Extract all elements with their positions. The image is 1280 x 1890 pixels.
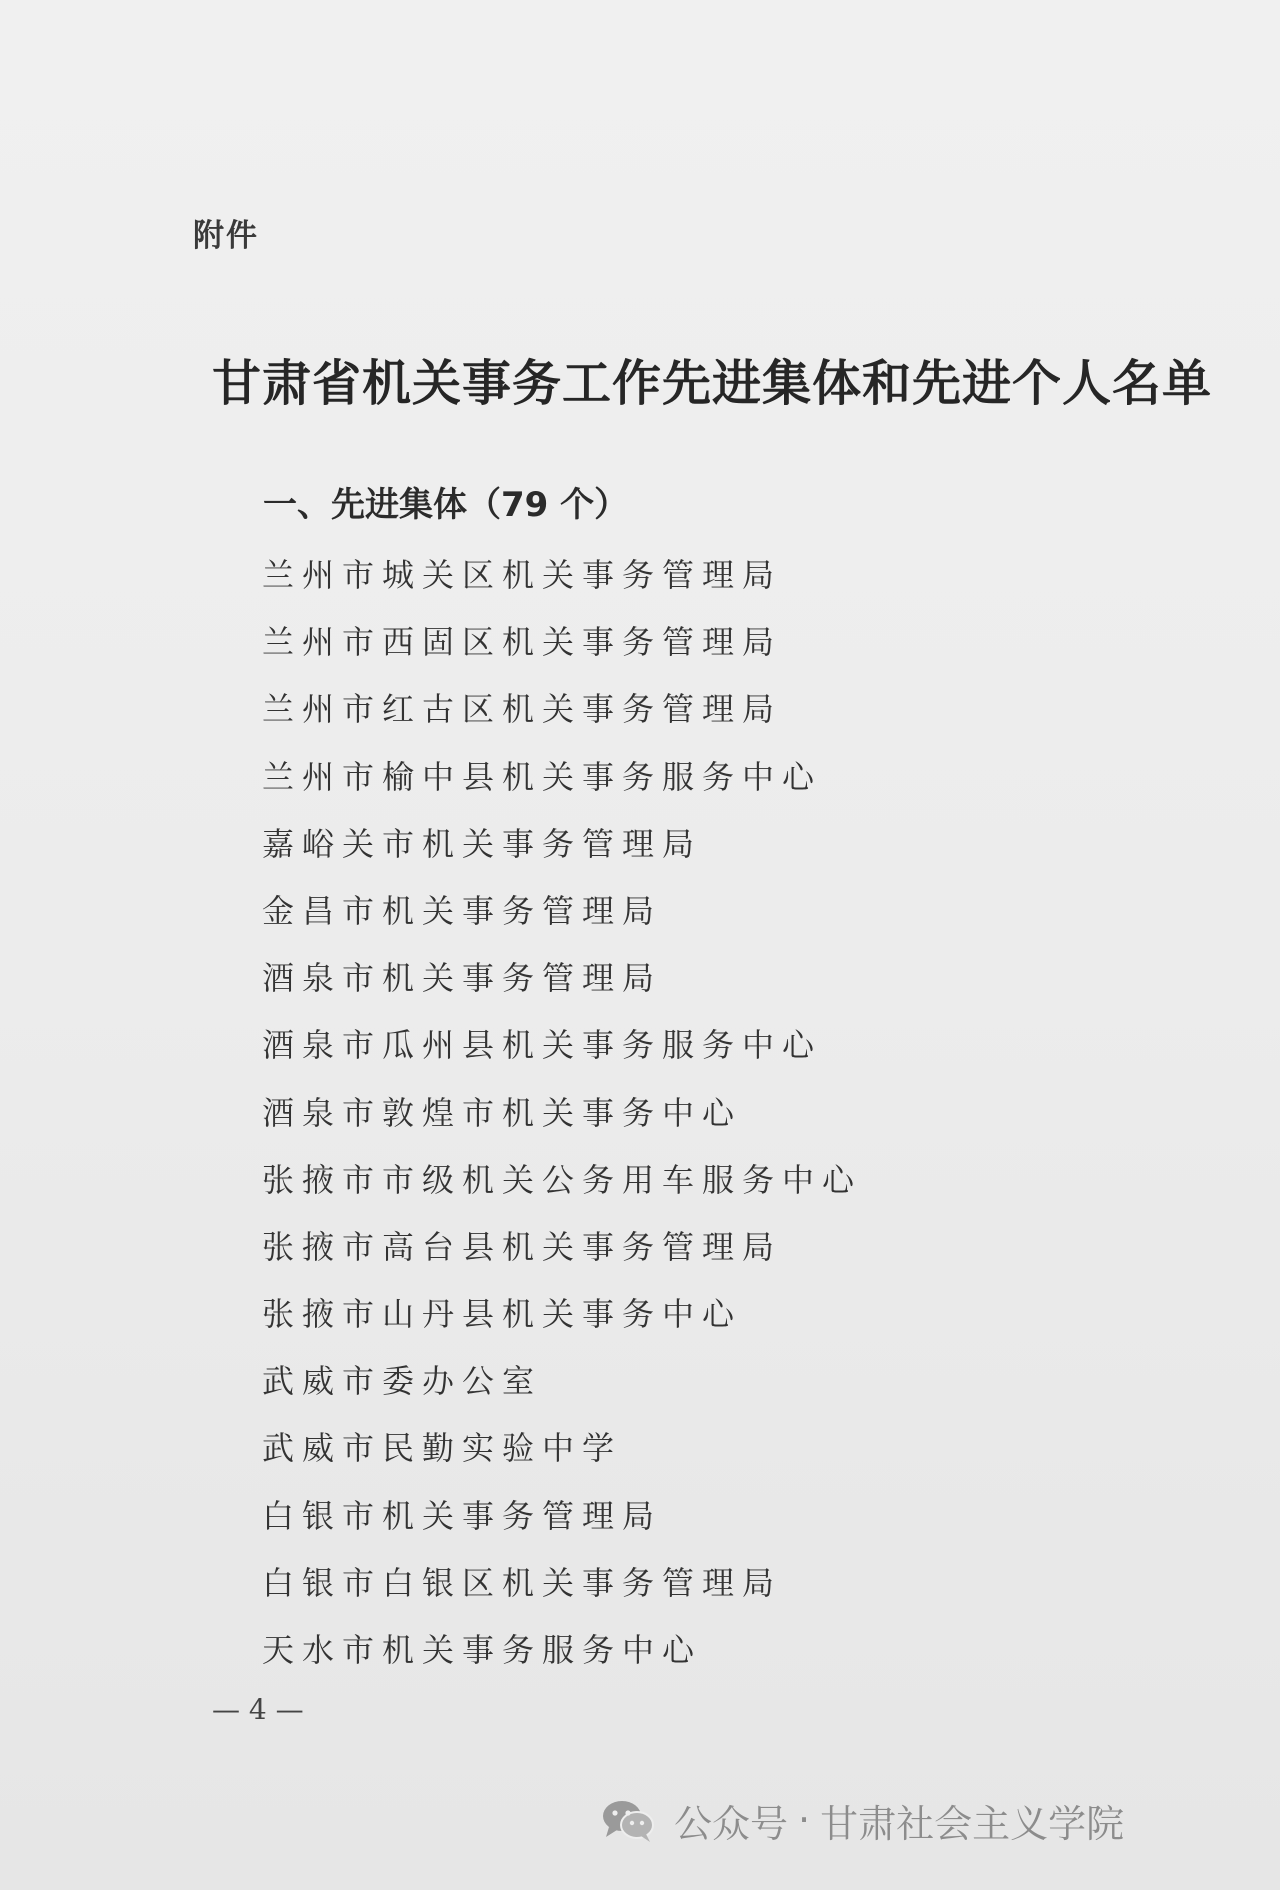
advanced-collective-list — [262, 542, 862, 1684]
list-item: 酒泉市敦煌市机关事务中心 — [262, 1093, 743, 1132]
wechat-watermark — [600, 1790, 1124, 1850]
page-number: — 4 — — [212, 1693, 304, 1726]
document-title: 甘肃省机关事务工作先进集体和先进个人名单 — [212, 354, 1213, 412]
list-item: 兰州市红古区机关事务管理局 — [262, 690, 783, 729]
list-item: 张掖市高台县机关事务管理局 — [262, 1227, 783, 1266]
list-item: 嘉峪关市机关事务管理局 — [262, 824, 703, 863]
list-item: 兰州市城关区机关事务管理局 — [262, 556, 783, 594]
watermark-prefix: 公众号 — [674, 1801, 789, 1846]
section-heading: 一、先进集体（79 个） — [263, 485, 629, 525]
list-item: 张掖市山丹县机关事务中心 — [262, 1295, 743, 1334]
list-item: 酒泉市瓜州县机关事务服务中心 — [262, 1026, 823, 1065]
attachment-label: 附件 — [193, 218, 259, 254]
list-item: 武威市委办公室 — [262, 1362, 543, 1401]
list-item: 武威市民勤实验中学 — [262, 1429, 623, 1468]
watermark-account: 甘肃社会主义学院 — [820, 1801, 1125, 1846]
list-item: 兰州市榆中县机关事务服务中心 — [262, 757, 823, 796]
wechat-icon — [600, 1797, 656, 1843]
watermark-separator: · — [798, 1798, 811, 1842]
list-item: 金昌市机关事务管理局 — [262, 891, 663, 930]
list-item: 兰州市西固区机关事务管理局 — [262, 623, 783, 662]
list-item: 酒泉市机关事务管理局 — [262, 959, 663, 998]
list-item: 张掖市市级机关公务用车服务中心 — [262, 1160, 863, 1199]
list-item: 天水市机关事务服务中心 — [262, 1631, 703, 1669]
list-item: 白银市白银区机关事务管理局 — [262, 1563, 783, 1602]
list-item: 白银市机关事务管理局 — [262, 1496, 663, 1535]
